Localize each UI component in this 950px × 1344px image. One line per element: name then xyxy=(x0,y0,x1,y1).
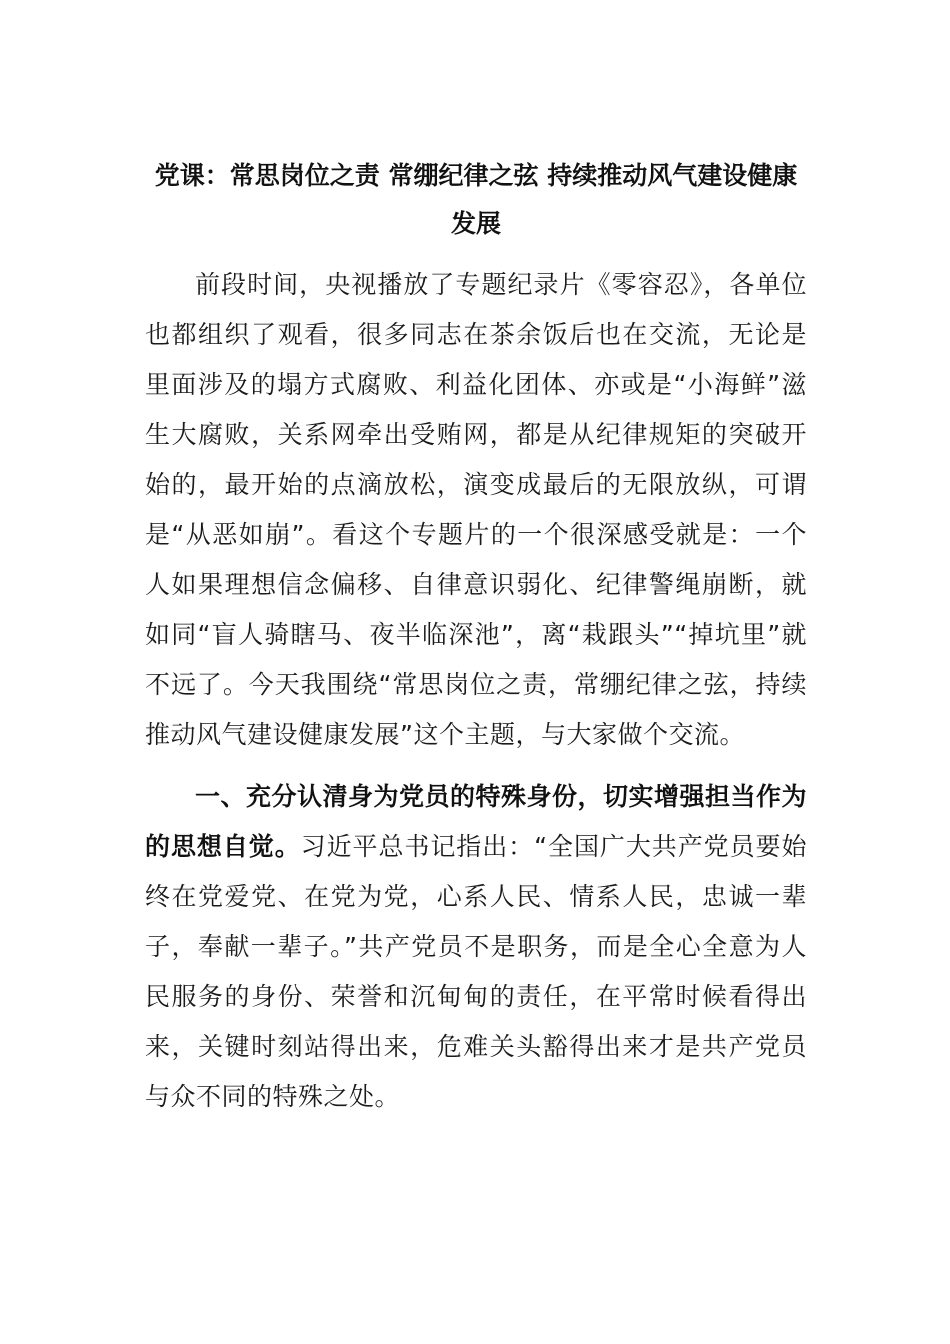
section-one-paragraph xyxy=(145,772,807,1122)
section-one-heading: 一、充分认清身为党员的特殊身份，切实增强担当作为的思想自觉。 xyxy=(145,782,808,861)
document-body xyxy=(145,152,807,1122)
intro-paragraph: 前段时间，央视播放了专题纪录片《零容忍》，各单位也都组织了观看，很多同志在茶余饭后也在交流，无论是里面涉及的塌方式腐败、利益化团体、亦或是“小海鲜”滋生大腐败，关系网牵出受贿网，都是从纪律规矩的突破开始的，最开始的点滴放松，演变成最后的无限放纵，可谓是“从恶如崩”。看这个专题片的一个很深感受就是：一个人如果理想信念偏移、自律意识弱化、纪律警绳崩断，就如同“盲人骑瞎马、夜半临深池”，离“栽跟头”“掉坑里”就不远了。今天我围绕“常思岗位之责，常绷纪律之弦，持续推动风气建设健康发展”这个主题，与大家做个交流。 xyxy=(145,270,807,749)
section-one-text: 习近平总书记指出：“全国广大共产党员要始终在党爱党、在党为党，心系人民、情系人民，忠诚一辈子，奉献一辈子。”共产党员不是职务，而是全心全意为人民服务的身份、荣誉和沉甸甸的责任，在平常时候看得出来，关键时刻站得出来，危难关头豁得出来才是共产党员与众不同的特殊之处。 xyxy=(145,832,807,1111)
document-title: 党课：常思岗位之责 常绷纪律之弦 持续推动风气建设健康发展 xyxy=(154,161,798,238)
